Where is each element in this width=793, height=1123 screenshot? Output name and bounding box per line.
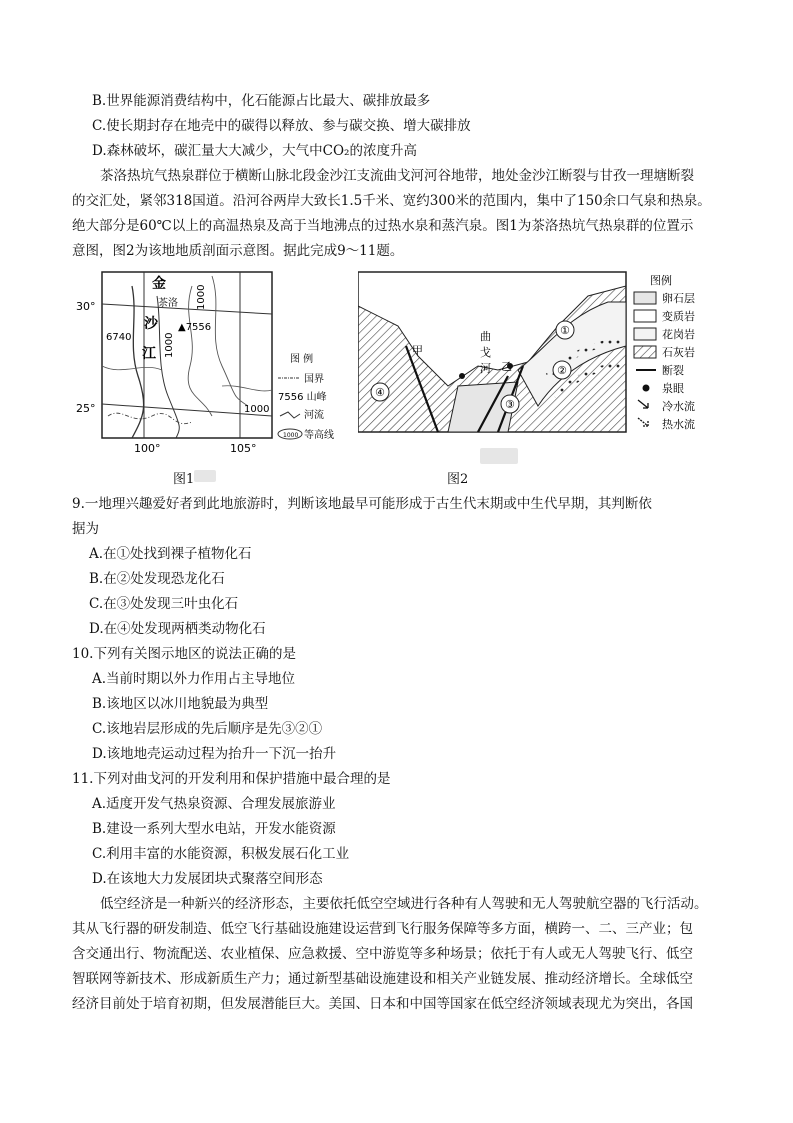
- q9-option-c: C.在③处发现三叶虫化石: [89, 596, 239, 612]
- legend-hot-flow: 热水流: [662, 418, 695, 431]
- q9-stem-1: 9.一地理兴趣爱好者到此地旅游时，判断该地最早可能形成于古生代末期或中生代早期，其判断依: [72, 496, 652, 512]
- q10-option-c: C.该地岩层形成的先后顺序是先③②①: [92, 721, 323, 737]
- figure-2-caption: 图2: [447, 472, 469, 487]
- q11-option-c: C.利用丰富的水能资源，积极发展石化工业: [92, 846, 350, 862]
- option-d-prev: D.森林破坏，碳汇量大大减少，大气中CO₂的浓度升高: [92, 143, 417, 159]
- legend-fault: 断裂: [662, 364, 684, 377]
- legend-metamorphic: 变质岩: [662, 310, 695, 323]
- legend-river: 河流: [304, 410, 324, 421]
- fig1-legend-title: 图 例: [290, 354, 314, 365]
- label-jin: 金: [152, 276, 166, 292]
- legend-limestone: 石灰岩: [662, 346, 695, 359]
- marker-1: ①: [560, 324, 570, 337]
- q11-option-a: A.适度开发气热泉资源、合理发展旅游业: [92, 796, 336, 812]
- figure-2-profile: [358, 266, 723, 456]
- lat-25-label: 25°: [76, 402, 96, 415]
- label-sha: 沙: [144, 316, 158, 332]
- fig2-legend-title: 图例: [650, 274, 672, 287]
- lon-105-label: 105°: [230, 442, 257, 455]
- legend-peak: 7556 山峰: [278, 392, 327, 403]
- marker-4: ④: [375, 386, 385, 399]
- label-qu: 曲: [480, 330, 491, 343]
- legend-pebble: 卵石层: [662, 292, 695, 305]
- option-b-prev: B.世界能源消费结构中，化石能源占比最大、碳排放最多: [92, 93, 431, 109]
- label-yi: 乙: [501, 360, 512, 373]
- legend-granite: 花岗岩: [662, 328, 695, 341]
- figure-1-caption: 图1: [173, 472, 195, 487]
- q10-option-b: B.该地区以冰川地貌最为典型: [92, 696, 269, 712]
- figure-1-map: [72, 266, 358, 456]
- legend-cold-flow: 冷水流: [662, 400, 695, 413]
- label-jia: 甲: [412, 344, 423, 357]
- peak-7556: ▲7556: [178, 322, 212, 333]
- intro-line-1: 茶洛热坑气热泉群位于横断山脉北段金沙江支流曲戈河河谷地带，地处金沙江断裂与甘孜一理塘断裂: [100, 168, 694, 184]
- q9-option-b: B.在②处发现恐龙化石: [89, 571, 225, 587]
- label-ge: 戈: [480, 346, 491, 359]
- peak-6740: 6740: [106, 332, 132, 343]
- legend-spring: 泉眼: [662, 382, 684, 395]
- option-c-prev: C.使长期封存在地壳中的碳得以释放、参与碳交换、增大碳排放: [92, 118, 471, 134]
- outro-line-2: 其从飞行器的研发制造、低空飞行基础设施建设运营到飞行服务保障等多方面，横跨一、二、三产业；包: [72, 921, 693, 937]
- blurred-mark-1: [194, 470, 216, 482]
- q9-option-a: A.在①处找到裸子植物化石: [89, 546, 252, 562]
- label-chaluo: 茶洛: [158, 298, 178, 309]
- q11-option-d: D.在该地大力发展团块式聚落空间形态: [92, 871, 323, 887]
- outro-line-3: 含交通出行、物流配送、农业植保、应急救援、空中游览等多种场景；依托于有人或无人驾驶飞行、低空: [72, 946, 693, 962]
- outro-line-5: 经济目前处于培育初期，但发展潜能巨大。美国、日本和中国等国家在低空经济领域表现尤为突出，各国: [72, 996, 693, 1012]
- contour-1000-b: 1000: [164, 332, 175, 358]
- contour-1000-c: 1000: [244, 404, 270, 415]
- marker-2: ②: [557, 364, 567, 377]
- q11-stem: 11.下列对曲戈河的开发利用和保护措施中最合理的是: [72, 771, 391, 787]
- q9-stem-2: 据为: [72, 521, 99, 537]
- legend-border: 国界: [304, 374, 324, 385]
- lon-100-label: 100°: [134, 442, 161, 455]
- contour-1000-a: 1000: [196, 284, 207, 310]
- q10-option-a: A.当前时期以外力作用占主导地位: [92, 671, 296, 687]
- legend-contour: 等高线: [304, 430, 334, 441]
- label-jiang: 江: [142, 346, 156, 362]
- outro-line-1: 低空经济是一种新兴的经济形态，主要依托低空空域进行各种有人驾驶和无人驾驶航空器的飞行活动。: [100, 896, 708, 912]
- legend-contour-sample: 1000: [283, 432, 299, 439]
- marker-3: ③: [505, 398, 515, 411]
- blurred-mark-2: [480, 448, 518, 464]
- label-he: 河: [480, 362, 491, 375]
- intro-line-4: 意图，图2为该地地质剖面示意图。据此完成9～11题。: [72, 243, 404, 259]
- q10-option-d: D.该地地壳运动过程为抬升一下沉一抬升: [92, 746, 337, 762]
- intro-line-3: 绝大部分是60℃以上的高温热泉及高于当地沸点的过热水泉和蒸汽泉。图1为茶洛热坑气热泉群的位置示: [72, 218, 694, 234]
- q11-option-b: B.建设一系列大型水电站，开发水能资源: [92, 821, 336, 837]
- outro-line-4: 智联网等新技术、形成新质生产力；通过新型基础设施建设和相关产业链发展、推动经济增长。全球低空: [72, 971, 693, 987]
- q10-stem: 10.下列有关图示地区的说法正确的是: [72, 646, 296, 662]
- intro-line-2: 的交汇处，紧邻318国道。沿河谷两岸大致长1.5千米、宽约300米的范围内，集中了150余口气泉和热泉。: [72, 193, 711, 209]
- lat-30-label: 30°: [76, 300, 96, 313]
- q9-option-d: D.在④处发现两栖类动物化石: [89, 621, 266, 637]
